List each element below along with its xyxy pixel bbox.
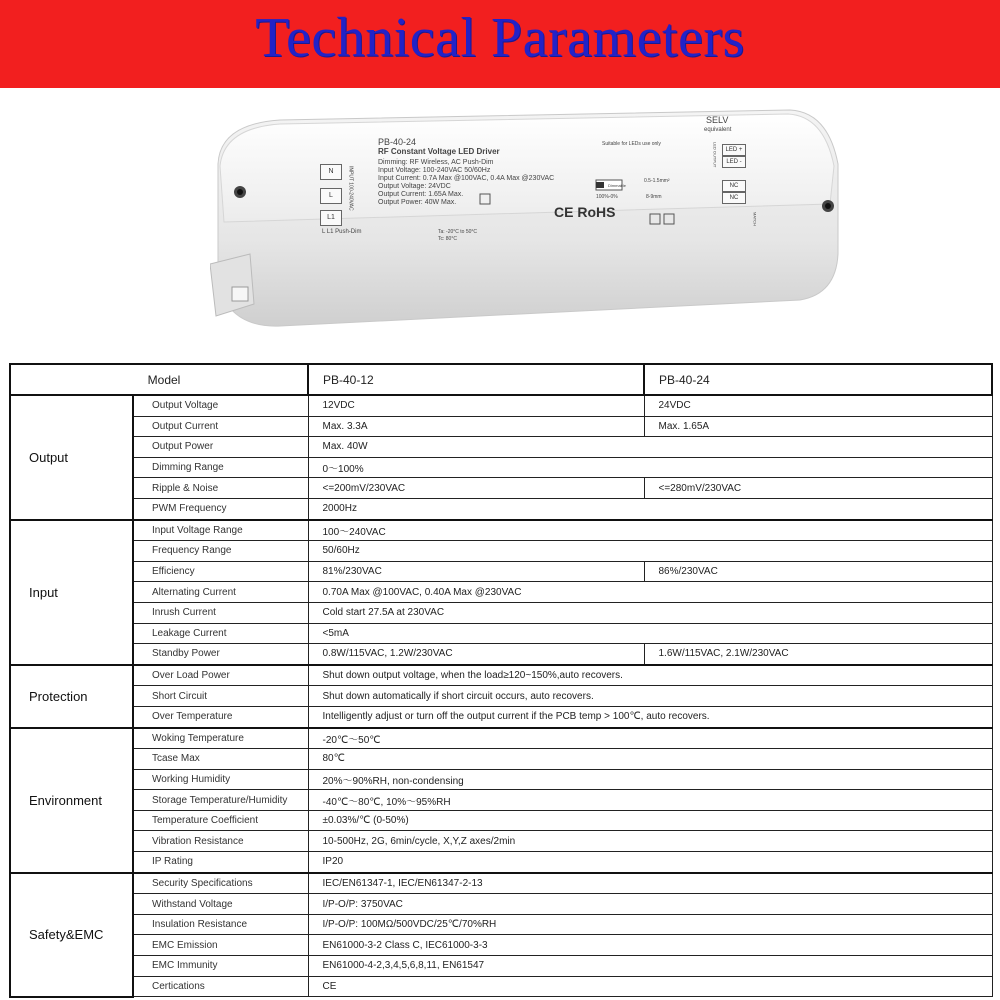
section-label: Protection <box>10 665 133 728</box>
table-row <box>10 976 992 997</box>
parameter-name: Over Load Power <box>133 665 308 686</box>
parameter-value-pb-40-12: 12VDC <box>308 395 644 416</box>
parameter-value: I/P-O/P: 3750VAC <box>308 894 992 915</box>
table-row <box>10 498 992 519</box>
product-spec-5: Output Current: 1.65A Max. <box>378 191 464 198</box>
parameter-value: EN61000-3-2 Class C, IEC61000-3-3 <box>308 935 992 956</box>
table-row <box>10 395 992 416</box>
table-row <box>10 582 992 603</box>
product-spec-4: Output Voltage: 24VDC <box>378 183 451 190</box>
parameter-value: Intelligently adjust or turn off the output current if the PCB temp > 100℃, auto recovers. <box>308 706 992 727</box>
parameter-name: Insulation Resistance <box>133 914 308 935</box>
parameter-name: Dimming Range <box>133 457 308 478</box>
table-row <box>10 894 992 915</box>
parameter-name: Security Specifications <box>133 873 308 894</box>
parameter-value: IEC/EN61347-1, IEC/EN61347-2-13 <box>308 873 992 894</box>
parameter-value-pb-40-24: Max. 1.65A <box>644 416 992 437</box>
model-col-1: PB-40-12 <box>308 364 644 395</box>
wire-size: 0.5-1.5mm² <box>644 178 670 184</box>
table-row <box>10 665 992 686</box>
nc-terminal-1: NC <box>722 180 746 192</box>
parameter-name: Woking Temperature <box>133 728 308 749</box>
parameter-name: Certications <box>133 976 308 997</box>
table-row <box>10 728 992 749</box>
product-subtitle: RF Constant Voltage LED Driver <box>378 147 500 156</box>
table-row <box>10 623 992 644</box>
table-row <box>10 706 992 727</box>
section-label: Safety&EMC <box>10 873 133 997</box>
table-header-row <box>10 364 992 395</box>
table-row <box>10 602 992 623</box>
parameter-name: Leakage Current <box>133 623 308 644</box>
section-label: Output <box>10 395 133 520</box>
product-spec-3: Input Current: 0.7A Max @100VAC, 0.4A Max @230VAC <box>378 175 555 182</box>
parameter-name: Output Power <box>133 437 308 458</box>
parameter-value: Shut down automatically if short circuit occurs, auto recovers. <box>308 686 992 707</box>
parameter-name: Output Voltage <box>133 395 308 416</box>
parameter-value: CE <box>308 976 992 997</box>
product-spec-1: Dimming: RF Wireless, AC Push-Dim <box>378 159 494 166</box>
parameter-name: Short Circuit <box>133 686 308 707</box>
suitable-label: Suitable for LEDs use only <box>602 141 661 147</box>
parameter-name: PWM Frequency <box>133 498 308 519</box>
table-row <box>10 831 992 852</box>
terminal-l1: L1 <box>320 210 342 226</box>
product-spec-2: Input Voltage: 100-240VAC 50/60Hz <box>378 167 491 174</box>
parameter-name: Working Humidity <box>133 769 308 790</box>
push-dim-label: L L1 Push-Dim <box>322 229 362 235</box>
parameter-value: 50/60Hz <box>308 541 992 562</box>
parameter-name: Vibration Resistance <box>133 831 308 852</box>
parameter-name: Frequency Range <box>133 541 308 562</box>
model-header: Model <box>10 364 308 395</box>
parameter-value: 20%～90%RH, non-condensing <box>308 769 992 790</box>
parameter-value: 0～100% <box>308 457 992 478</box>
parameter-value-pb-40-24: 86%/230VAC <box>644 561 992 582</box>
parameter-name: Alternating Current <box>133 582 308 603</box>
led-output-label: LED OUTPUT <box>712 142 718 168</box>
terminal-n: N <box>320 164 342 180</box>
parameter-name: Standby Power <box>133 644 308 665</box>
parameter-value: Cold start 27.5A at 230VAC <box>308 602 992 623</box>
table-row <box>10 416 992 437</box>
parameter-name: Temperature Coefficient <box>133 810 308 831</box>
table-row <box>10 644 992 665</box>
table-row <box>10 873 992 894</box>
table-row <box>10 790 992 811</box>
spec-table <box>9 363 993 998</box>
terminal-l: L <box>320 188 342 204</box>
selv-sub-label: equivalent <box>704 127 732 133</box>
product-model: PB-40-24 <box>378 137 417 147</box>
title-banner <box>0 0 1000 88</box>
dimmable-label: Dimmable <box>608 183 627 188</box>
input-label: INPUT 100-240VAC <box>347 166 354 211</box>
parameter-value: 80℃ <box>308 749 992 770</box>
table-row <box>10 478 992 499</box>
parameter-name: Ripple & Noise <box>133 478 308 499</box>
section-label: Input <box>10 520 133 665</box>
parameter-value: ±0.03%/℃ (0-50%) <box>308 810 992 831</box>
parameter-value: EN61000-4-2,3,4,5,6,8,11, EN61547 <box>308 956 992 977</box>
led-minus-terminal: LED - <box>722 156 746 168</box>
table-row <box>10 561 992 582</box>
parameter-value: <5mA <box>308 623 992 644</box>
parameter-name: EMC Immunity <box>133 956 308 977</box>
parameter-name: Tcase Max <box>133 749 308 770</box>
table-row <box>10 437 992 458</box>
table-row <box>10 749 992 770</box>
parameter-value: IP20 <box>308 852 992 873</box>
parameter-value-pb-40-24: 24VDC <box>644 395 992 416</box>
table-row <box>10 686 992 707</box>
parameter-value: 100～240VAC <box>308 520 992 541</box>
parameter-value: Max. 40W <box>308 437 992 458</box>
table-row <box>10 810 992 831</box>
table-row <box>10 956 992 977</box>
table-row <box>10 520 992 541</box>
strip-length: 8-9mm <box>646 194 662 200</box>
ce-rohs-marks: CE RoHS <box>554 204 616 220</box>
parameter-name: Efficiency <box>133 561 308 582</box>
section-label: Environment <box>10 728 133 873</box>
parameter-name: IP Rating <box>133 852 308 873</box>
parameter-value-pb-40-12: 81%/230VAC <box>308 561 644 582</box>
parameter-name: Storage Temperature/Humidity <box>133 790 308 811</box>
parameter-value: 10-500Hz, 2G, 6min/cycle, X,Y,Z axes/2min <box>308 831 992 852</box>
led-plus-terminal: LED + <box>722 144 746 156</box>
parameter-name: Over Temperature <box>133 706 308 727</box>
match-label: MATCH <box>752 212 758 226</box>
product-image <box>210 104 850 344</box>
table-row <box>10 457 992 478</box>
parameter-name: Inrush Current <box>133 602 308 623</box>
tc-label: Tc: 80°C <box>438 236 457 242</box>
parameter-value-pb-40-24: <=280mV/230VAC <box>644 478 992 499</box>
parameter-value: -20℃～50℃ <box>308 728 992 749</box>
ta-label: Ta: -20°C to 50°C <box>438 229 478 235</box>
table-row <box>10 914 992 935</box>
parameter-name: EMC Emission <box>133 935 308 956</box>
parameter-value: 0.70A Max @100VAC, 0.40A Max @230VAC <box>308 582 992 603</box>
model-col-2: PB-40-24 <box>644 364 992 395</box>
parameter-value: -40℃～80℃, 10%～95%RH <box>308 790 992 811</box>
product-spec-6: Output Power: 40W Max. <box>378 199 457 206</box>
parameter-value-pb-40-12: Max. 3.3A <box>308 416 644 437</box>
nc-terminal-2: NC <box>722 192 746 204</box>
table-row <box>10 935 992 956</box>
parameter-value-pb-40-24: 1.6W/115VAC, 2.1W/230VAC <box>644 644 992 665</box>
parameter-value-pb-40-12: <=200mV/230VAC <box>308 478 644 499</box>
table-row <box>10 541 992 562</box>
parameter-name: Withstand Voltage <box>133 894 308 915</box>
parameter-value: Shut down output voltage, when the load≥120~150%,auto recovers. <box>308 665 992 686</box>
page-title: Technical Parameters <box>255 7 745 69</box>
parameter-value: 2000Hz <box>308 498 992 519</box>
dimmable-range: 100%-0% <box>596 194 618 200</box>
parameter-name: Output Current <box>133 416 308 437</box>
table-row <box>10 769 992 790</box>
parameter-value-pb-40-12: 0.8W/115VAC, 1.2W/230VAC <box>308 644 644 665</box>
table-row <box>10 852 992 873</box>
parameter-name: Input Voltage Range <box>133 520 308 541</box>
parameter-value: I/P-O/P: 100MΩ/500VDC/25℃/70%RH <box>308 914 992 935</box>
selv-label: SELV <box>706 115 729 125</box>
